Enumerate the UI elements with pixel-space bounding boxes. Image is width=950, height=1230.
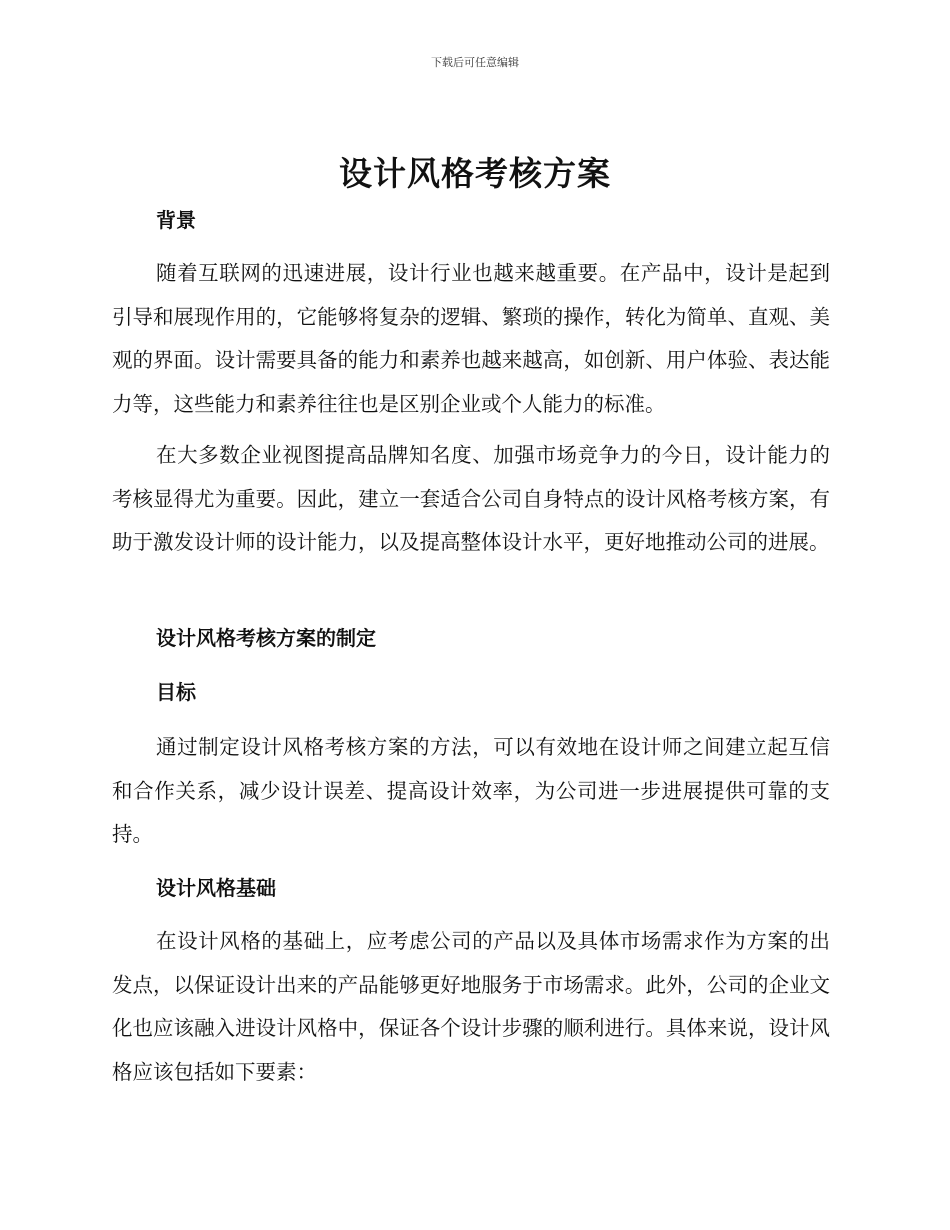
header-note: 下载后可任意编辑	[431, 56, 519, 69]
background-paragraph-2: 在大多数企业视图提高品牌知名度、加强市场竞争力的今日，设计能力的考核显得尤为重要。因此，建立一套适合公司自身特点的设计风格考核方案，有助于激发设计师的设计能力，以及提高整体设计水平，更好地推动公司的进展。	[112, 443, 830, 554]
formulation-heading: 设计风格考核方案的制定	[156, 626, 376, 650]
background-paragraph-2-block	[112, 434, 830, 565]
section-foundation	[112, 874, 830, 902]
background-heading: 背景	[156, 208, 196, 232]
goal-paragraph: 通过制定设计风格考核方案的方法，可以有效地在设计师之间建立起互信和合作关系，减少设计误差、提高设计效率，为公司进一步进展提供可靠的支持。	[112, 735, 830, 846]
section-formulation	[112, 624, 830, 652]
section-background	[112, 206, 830, 234]
background-paragraph-1: 随着互联网的迅速进展，设计行业也越来越重要。在产品中，设计是起到引导和展现作用的，它能够将复杂的逻辑、繁琐的操作，转化为简单、直观、美观的界面。设计需要具备的能力和素养也越来越高，如创新、用户体验、表达能力等，这些能力和素养往往也是区别企业或个人能力的标准。	[112, 261, 830, 416]
goal-paragraph-block	[112, 726, 830, 857]
foundation-paragraph: 在设计风格的基础上，应考虑公司的产品以及具体市场需求作为方案的出发点，以保证设计出来的产品能够更好地服务于市场需求。此外，公司的企业文化也应该融入进设计风格中，保证各个设计步骤的顺利进行。具体来说，设计风格应该包括如下要素：	[112, 929, 830, 1084]
foundation-paragraph-block	[112, 920, 830, 1094]
document-title: 设计风格考核方案	[339, 154, 611, 193]
foundation-heading: 设计风格基础	[156, 876, 276, 900]
background-paragraph-1-block	[112, 252, 830, 426]
section-goal	[112, 678, 830, 706]
goal-heading: 目标	[156, 680, 196, 704]
